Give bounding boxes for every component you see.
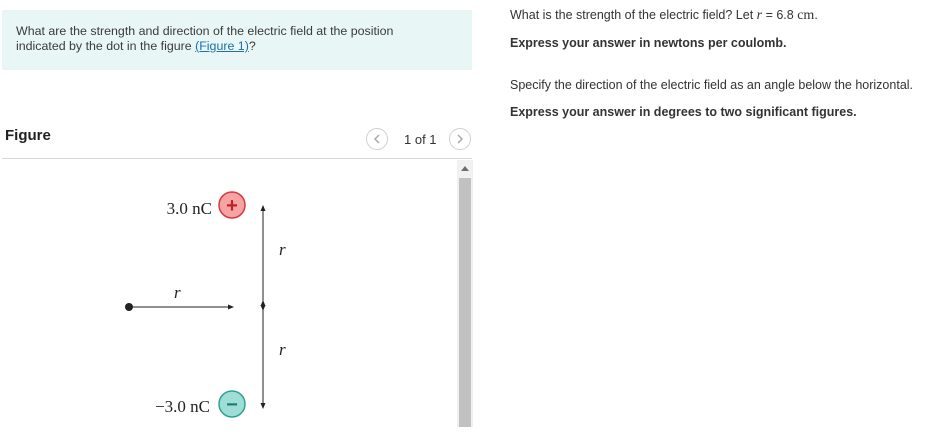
chevron-left-icon <box>373 134 381 144</box>
prev-figure-button[interactable] <box>366 128 388 150</box>
part2-prompt: Specify the direction of the electric field as an angle below the horizontal. <box>510 78 914 92</box>
pager-text: 1 of 1 <box>404 131 437 147</box>
lower-r-label: r <box>279 340 286 359</box>
field-point-dot <box>125 303 133 311</box>
part1-variable: r <box>756 8 763 23</box>
figure-link[interactable]: (Figure 1) <box>195 39 249 53</box>
chevron-right-icon <box>456 134 464 144</box>
part2-instruction: Express your answer in degrees to two significant figures. <box>510 105 857 119</box>
horizontal-r-label: r <box>174 283 181 302</box>
question-box <box>2 10 472 70</box>
charge-bottom-label: −3.0 nC <box>155 397 210 416</box>
part1-prompt <box>510 8 818 24</box>
figure-scrollbar[interactable] <box>457 160 473 427</box>
part1-instruction: Express your answer in newtons per coulomb. <box>510 36 787 50</box>
upper-r-label: r <box>279 240 286 259</box>
next-figure-button[interactable] <box>449 128 471 150</box>
question-text-suffix: ? <box>248 39 256 53</box>
part1-value: = 6.8 <box>762 8 798 22</box>
scroll-up-button[interactable] <box>457 160 473 176</box>
question-text-line-2 <box>16 39 458 54</box>
part1-unit: cm <box>797 8 815 23</box>
scroll-thumb[interactable] <box>459 178 471 427</box>
part1-prompt-text: What is the strength of the electric field? Let <box>510 8 757 22</box>
figure-pager <box>366 127 471 151</box>
charge-top-label: 3.0 nC <box>166 199 212 218</box>
charge-diagram <box>2 160 457 427</box>
negative-sign: − <box>226 394 238 416</box>
part1-period: . <box>814 8 818 22</box>
figure-canvas <box>2 160 457 427</box>
figure-divider <box>2 158 472 159</box>
figure-title: Figure <box>5 127 51 144</box>
triangle-up-icon <box>461 165 469 171</box>
question-text-prefix: indicated by the dot in the figure <box>16 39 196 53</box>
question-text-line-1: What are the strength and direction of the electric field at the position <box>16 24 394 38</box>
positive-sign: + <box>226 195 238 217</box>
